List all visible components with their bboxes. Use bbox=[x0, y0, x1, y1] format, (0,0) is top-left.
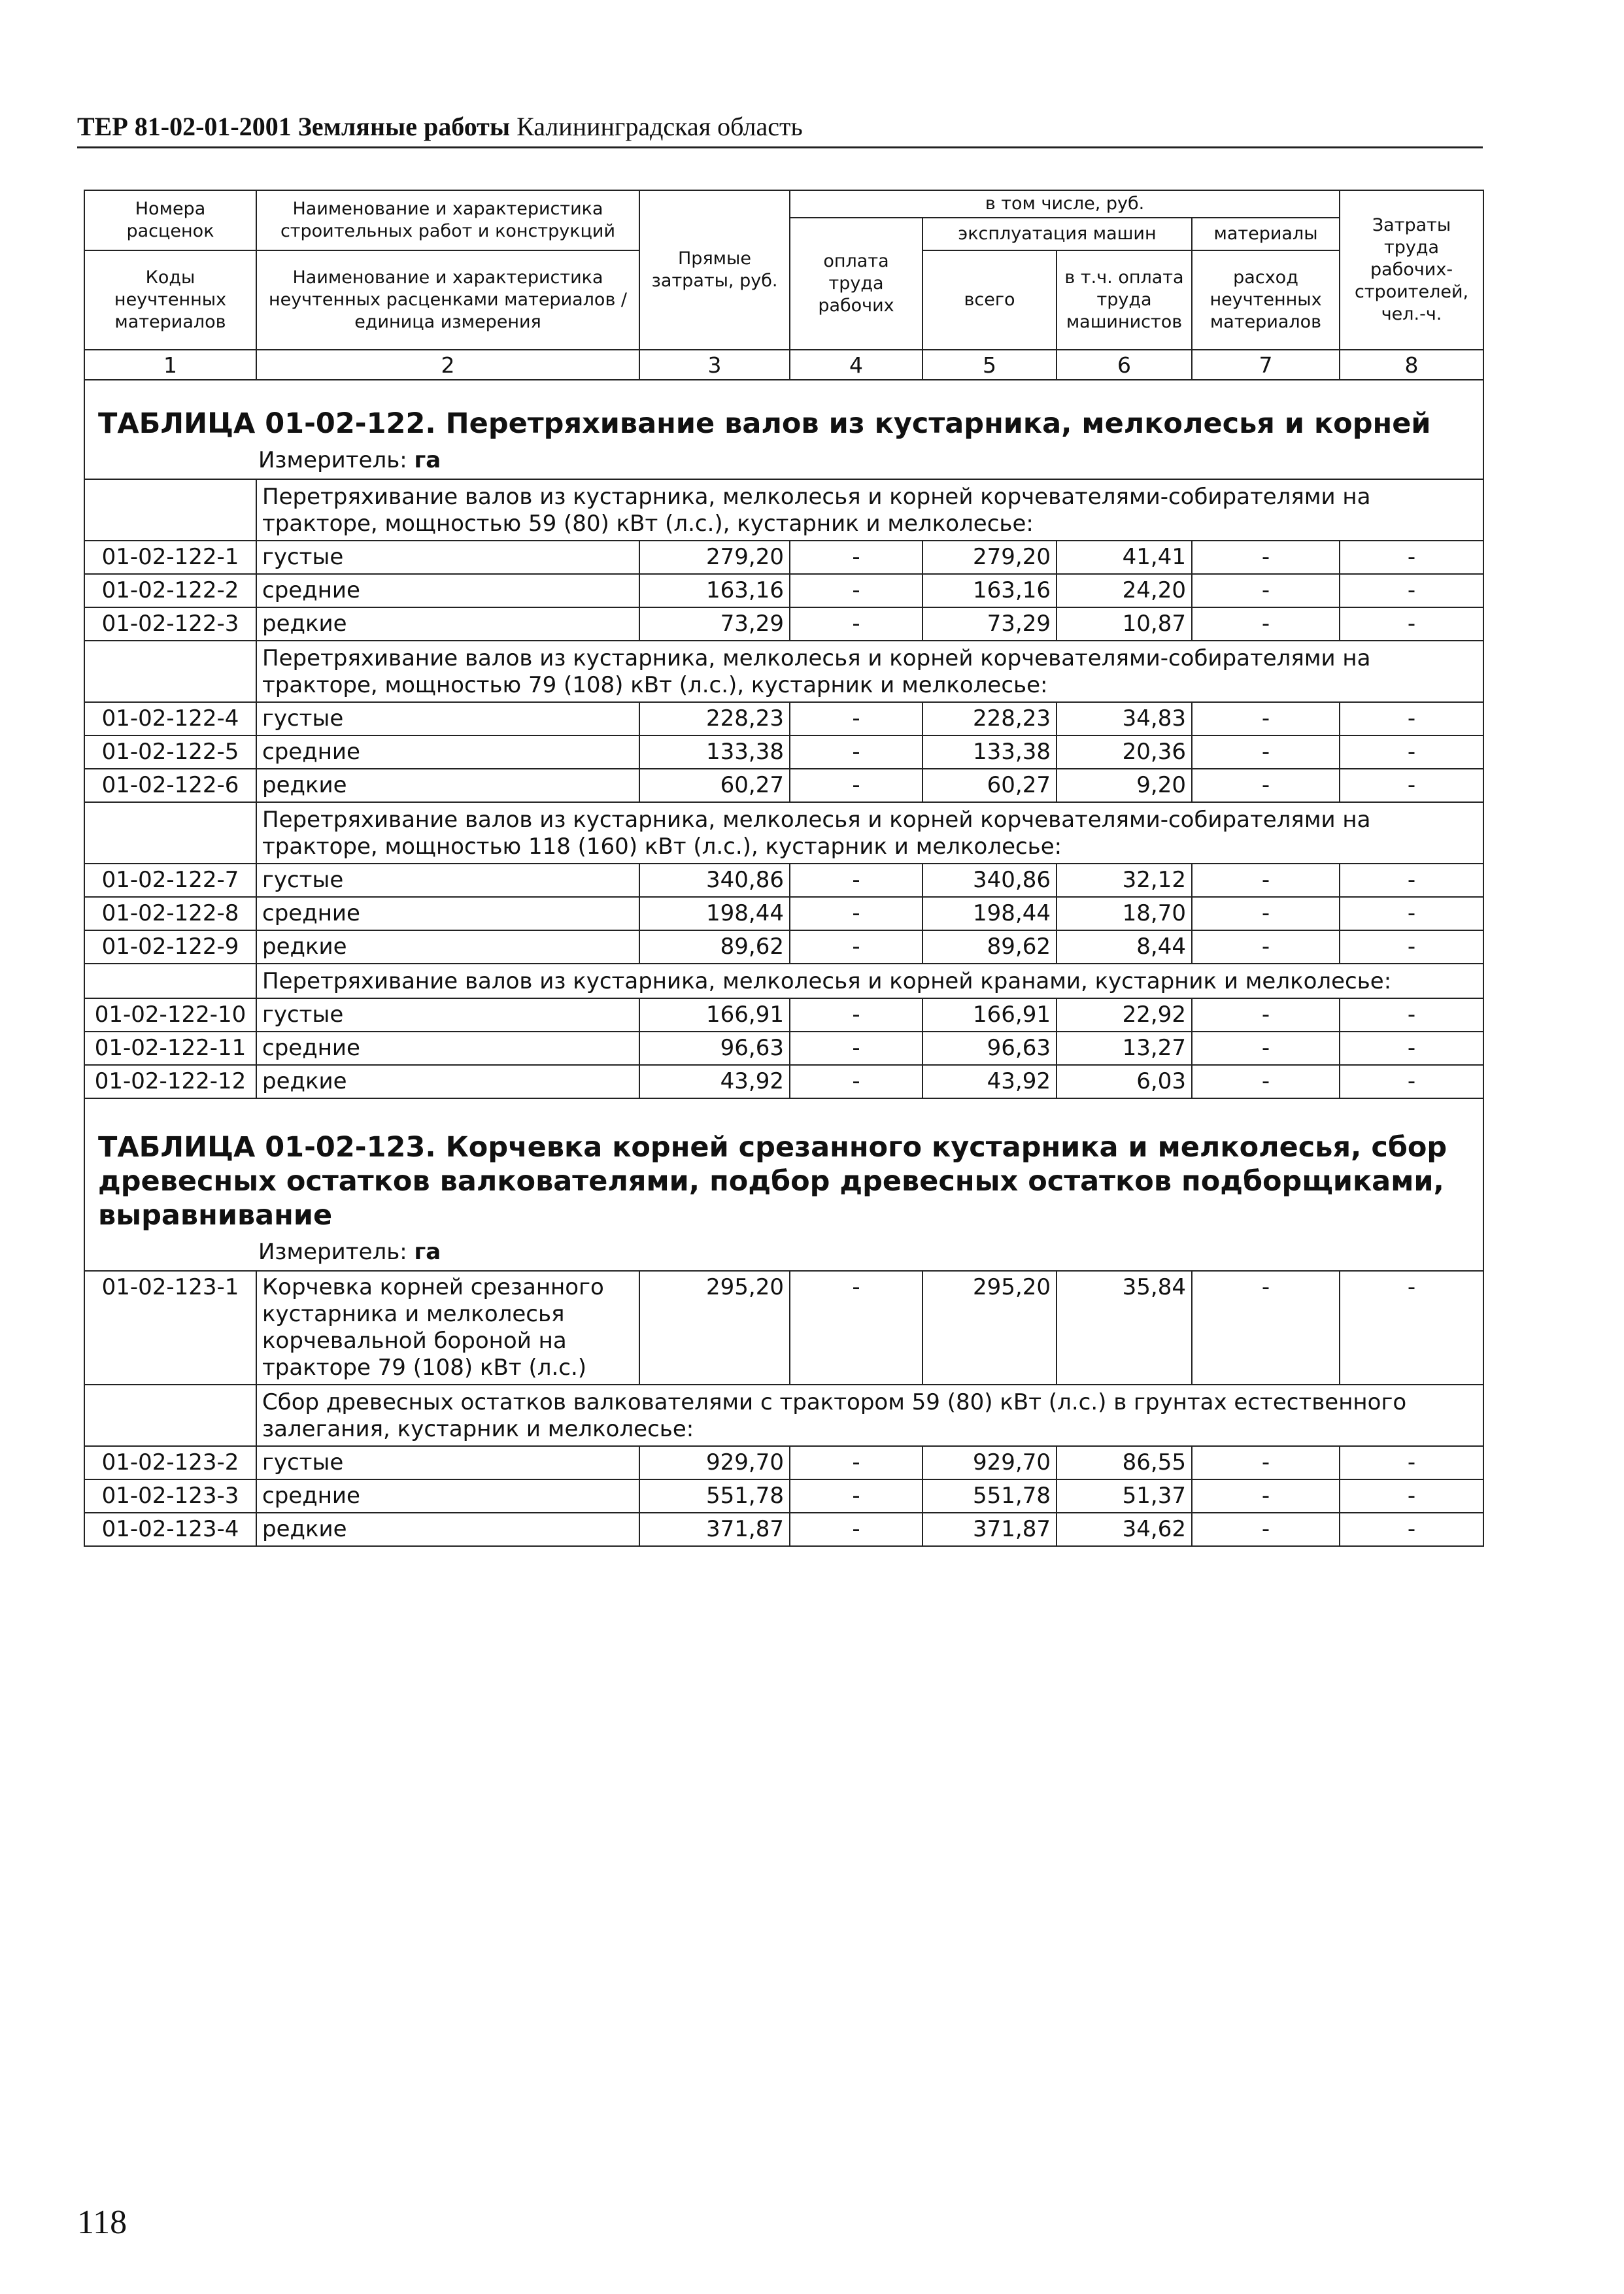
group-code-cell bbox=[84, 641, 256, 702]
direct-costs-value: 340,86 bbox=[639, 864, 790, 897]
unit-label: Измеритель: bbox=[258, 447, 407, 473]
doc-code: ТЕР 81-02-01-2001 Земляные работы bbox=[77, 112, 511, 141]
operator-pay-value: 20,36 bbox=[1057, 735, 1192, 769]
table-row bbox=[84, 1271, 1483, 1385]
machines-total-value: 163,16 bbox=[922, 574, 1057, 607]
direct-costs-value: 96,63 bbox=[639, 1032, 790, 1065]
table-row bbox=[84, 1479, 1483, 1513]
labor-hours-value: - bbox=[1340, 607, 1483, 641]
table-title-row bbox=[84, 380, 1483, 445]
labor-hours-value: - bbox=[1340, 998, 1483, 1032]
operator-pay-value: 10,87 bbox=[1057, 607, 1192, 641]
rate-code: 01-02-122-11 bbox=[84, 1032, 256, 1065]
rate-name: средние bbox=[256, 1479, 639, 1513]
machines-total-value: 89,62 bbox=[922, 930, 1057, 964]
machines-total-value: 279,20 bbox=[922, 541, 1057, 574]
header-operator-pay: в т.ч. оплата труда машинистов bbox=[1057, 250, 1192, 350]
worker-pay-value: - bbox=[790, 735, 922, 769]
column-number: 8 bbox=[1340, 350, 1483, 380]
header-material-names: Наименование и характеристика неучтенных расценками материалов / единица измерения bbox=[256, 250, 639, 350]
header-material-consumption: расход неучтенных материалов bbox=[1192, 250, 1340, 350]
group-description: Перетряхивание валов из кустарника, мелколесья и корней кранами, кустарник и мелколесье: bbox=[256, 964, 1483, 998]
table-row bbox=[84, 897, 1483, 930]
rate-name: густые bbox=[256, 998, 639, 1032]
group-description-row bbox=[84, 641, 1483, 702]
unit-line bbox=[84, 1236, 1483, 1271]
rate-name: редкие bbox=[256, 930, 639, 964]
column-number: 2 bbox=[256, 350, 639, 380]
region: Калининградская область bbox=[516, 112, 803, 141]
header-labor-hours: Затраты труда рабочих-строителей, чел.-ч. bbox=[1340, 190, 1483, 350]
machines-total-value: 295,20 bbox=[922, 1271, 1057, 1385]
worker-pay-value: - bbox=[790, 998, 922, 1032]
direct-costs-value: 279,20 bbox=[639, 541, 790, 574]
table-row bbox=[84, 1032, 1483, 1065]
direct-costs-value: 89,62 bbox=[639, 930, 790, 964]
worker-pay-value: - bbox=[790, 1065, 922, 1098]
running-header bbox=[77, 111, 1483, 148]
table-row bbox=[84, 702, 1483, 735]
rates-table bbox=[84, 190, 1484, 1547]
worker-pay-value: - bbox=[790, 541, 922, 574]
rate-code: 01-02-122-2 bbox=[84, 574, 256, 607]
unit-value: га bbox=[414, 1239, 441, 1265]
labor-hours-value: - bbox=[1340, 864, 1483, 897]
machines-total-value: 371,87 bbox=[922, 1513, 1057, 1546]
materials-value: - bbox=[1192, 998, 1340, 1032]
operator-pay-value: 9,20 bbox=[1057, 769, 1192, 802]
materials-value: - bbox=[1192, 1065, 1340, 1098]
group-code-cell bbox=[84, 964, 256, 998]
rate-name: средние bbox=[256, 1032, 639, 1065]
table-row bbox=[84, 735, 1483, 769]
rate-code: 01-02-122-12 bbox=[84, 1065, 256, 1098]
machines-total-value: 133,38 bbox=[922, 735, 1057, 769]
worker-pay-value: - bbox=[790, 897, 922, 930]
header-machines: эксплуатация машин bbox=[922, 218, 1192, 250]
column-number: 6 bbox=[1057, 350, 1192, 380]
group-code-cell bbox=[84, 1385, 256, 1446]
worker-pay-value: - bbox=[790, 574, 922, 607]
machines-total-value: 60,27 bbox=[922, 769, 1057, 802]
table-body bbox=[84, 380, 1483, 1546]
direct-costs-value: 166,91 bbox=[639, 998, 790, 1032]
labor-hours-value: - bbox=[1340, 735, 1483, 769]
worker-pay-value: - bbox=[790, 1446, 922, 1479]
materials-value: - bbox=[1192, 607, 1340, 641]
rate-code: 01-02-122-4 bbox=[84, 702, 256, 735]
column-numbers-row bbox=[84, 350, 1483, 380]
materials-value: - bbox=[1192, 1479, 1340, 1513]
direct-costs-value: 371,87 bbox=[639, 1513, 790, 1546]
operator-pay-value: 18,70 bbox=[1057, 897, 1192, 930]
table-title: ТАБЛИЦА 01-02-123. Корчевка корней срезанного кустарника и мелколесья, сбор древесных остатков валкователями, подбор древесных остатков подборщиками, выравнивание bbox=[84, 1098, 1483, 1236]
operator-pay-value: 13,27 bbox=[1057, 1032, 1192, 1065]
rate-code: 01-02-123-2 bbox=[84, 1446, 256, 1479]
column-number: 3 bbox=[639, 350, 790, 380]
rate-name: Корчевка корней срезанного кустарника и мелколесья корчевальной бороной на тракторе 79 (108) кВт (л.с.) bbox=[256, 1271, 639, 1385]
group-description-row bbox=[84, 479, 1483, 541]
column-number: 5 bbox=[922, 350, 1057, 380]
rate-code: 01-02-122-9 bbox=[84, 930, 256, 964]
materials-value: - bbox=[1192, 1032, 1340, 1065]
group-code-cell bbox=[84, 802, 256, 864]
table-header bbox=[84, 190, 1483, 380]
rate-name: густые bbox=[256, 702, 639, 735]
rate-name: густые bbox=[256, 1446, 639, 1479]
machines-total-value: 551,78 bbox=[922, 1479, 1057, 1513]
worker-pay-value: - bbox=[790, 1271, 922, 1385]
header-materials: материалы bbox=[1192, 218, 1340, 250]
worker-pay-value: - bbox=[790, 1032, 922, 1065]
labor-hours-value: - bbox=[1340, 541, 1483, 574]
machines-total-value: 340,86 bbox=[922, 864, 1057, 897]
group-description: Перетряхивание валов из кустарника, мелколесья и корней корчевателями-собирателями на тракторе, мощностью 59 (80) кВт (л.с.), кустарник и мелколесье: bbox=[256, 479, 1483, 541]
labor-hours-value: - bbox=[1340, 1271, 1483, 1385]
materials-value: - bbox=[1192, 735, 1340, 769]
labor-hours-value: - bbox=[1340, 930, 1483, 964]
direct-costs-value: 73,29 bbox=[639, 607, 790, 641]
worker-pay-value: - bbox=[790, 1513, 922, 1546]
table-row bbox=[84, 769, 1483, 802]
direct-costs-value: 551,78 bbox=[639, 1479, 790, 1513]
labor-hours-value: - bbox=[1340, 1446, 1483, 1479]
unit-value: га bbox=[414, 447, 441, 473]
rate-name: густые bbox=[256, 541, 639, 574]
rate-name: редкие bbox=[256, 769, 639, 802]
worker-pay-value: - bbox=[790, 930, 922, 964]
materials-value: - bbox=[1192, 702, 1340, 735]
labor-hours-value: - bbox=[1340, 1479, 1483, 1513]
labor-hours-value: - bbox=[1340, 1065, 1483, 1098]
operator-pay-value: 35,84 bbox=[1057, 1271, 1192, 1385]
column-number: 4 bbox=[790, 350, 922, 380]
machines-total-value: 96,63 bbox=[922, 1032, 1057, 1065]
rate-code: 01-02-122-7 bbox=[84, 864, 256, 897]
unit-line bbox=[84, 445, 1483, 479]
rate-name: средние bbox=[256, 735, 639, 769]
group-description-row bbox=[84, 802, 1483, 864]
operator-pay-value: 34,83 bbox=[1057, 702, 1192, 735]
rate-code: 01-02-122-3 bbox=[84, 607, 256, 641]
materials-value: - bbox=[1192, 864, 1340, 897]
rate-code: 01-02-122-5 bbox=[84, 735, 256, 769]
direct-costs-value: 133,38 bbox=[639, 735, 790, 769]
direct-costs-value: 295,20 bbox=[639, 1271, 790, 1385]
header-machines-total: всего bbox=[922, 250, 1057, 350]
rate-code: 01-02-122-6 bbox=[84, 769, 256, 802]
rate-code: 01-02-123-3 bbox=[84, 1479, 256, 1513]
worker-pay-value: - bbox=[790, 864, 922, 897]
rate-code: 01-02-122-8 bbox=[84, 897, 256, 930]
operator-pay-value: 22,92 bbox=[1057, 998, 1192, 1032]
materials-value: - bbox=[1192, 1271, 1340, 1385]
group-code-cell bbox=[84, 479, 256, 541]
machines-total-value: 166,91 bbox=[922, 998, 1057, 1032]
materials-value: - bbox=[1192, 541, 1340, 574]
unit-label: Измеритель: bbox=[258, 1239, 407, 1265]
worker-pay-value: - bbox=[790, 1479, 922, 1513]
materials-value: - bbox=[1192, 1446, 1340, 1479]
operator-pay-value: 32,12 bbox=[1057, 864, 1192, 897]
rate-code: 01-02-122-10 bbox=[84, 998, 256, 1032]
unit-row bbox=[84, 445, 1483, 479]
table-row bbox=[84, 1446, 1483, 1479]
materials-value: - bbox=[1192, 930, 1340, 964]
table-row bbox=[84, 574, 1483, 607]
group-description: Перетряхивание валов из кустарника, мелколесья и корней корчевателями-собирателями на тракторе, мощностью 118 (160) кВт (л.с.), кустарник и мелколесье: bbox=[256, 802, 1483, 864]
group-description-row bbox=[84, 1385, 1483, 1446]
rate-name: средние bbox=[256, 897, 639, 930]
direct-costs-value: 60,27 bbox=[639, 769, 790, 802]
labor-hours-value: - bbox=[1340, 769, 1483, 802]
materials-value: - bbox=[1192, 1513, 1340, 1546]
group-description-row bbox=[84, 964, 1483, 998]
header-material-codes: Коды неучтенных материалов bbox=[84, 250, 256, 350]
labor-hours-value: - bbox=[1340, 1513, 1483, 1546]
rate-name: редкие bbox=[256, 1065, 639, 1098]
table-row bbox=[84, 864, 1483, 897]
labor-hours-value: - bbox=[1340, 702, 1483, 735]
machines-total-value: 228,23 bbox=[922, 702, 1057, 735]
labor-hours-value: - bbox=[1340, 1032, 1483, 1065]
machines-total-value: 73,29 bbox=[922, 607, 1057, 641]
table-title-row bbox=[84, 1098, 1483, 1236]
materials-value: - bbox=[1192, 769, 1340, 802]
table-title: ТАБЛИЦА 01-02-122. Перетряхивание валов из кустарника, мелколесья и корней bbox=[84, 380, 1483, 445]
materials-value: - bbox=[1192, 897, 1340, 930]
direct-costs-value: 929,70 bbox=[639, 1446, 790, 1479]
rate-name: редкие bbox=[256, 607, 639, 641]
table-row bbox=[84, 1065, 1483, 1098]
operator-pay-value: 51,37 bbox=[1057, 1479, 1192, 1513]
group-description: Перетряхивание валов из кустарника, мелколесья и корней корчевателями-собирателями на тракторе, мощностью 79 (108) кВт (л.с.), кустарник и мелколесье: bbox=[256, 641, 1483, 702]
table-row bbox=[84, 541, 1483, 574]
worker-pay-value: - bbox=[790, 702, 922, 735]
direct-costs-value: 163,16 bbox=[639, 574, 790, 607]
machines-total-value: 198,44 bbox=[922, 897, 1057, 930]
direct-costs-value: 198,44 bbox=[639, 897, 790, 930]
table-row bbox=[84, 607, 1483, 641]
rate-name: средние bbox=[256, 574, 639, 607]
machines-total-value: 929,70 bbox=[922, 1446, 1057, 1479]
rate-code: 01-02-122-1 bbox=[84, 541, 256, 574]
operator-pay-value: 6,03 bbox=[1057, 1065, 1192, 1098]
table-row bbox=[84, 930, 1483, 964]
operator-pay-value: 24,20 bbox=[1057, 574, 1192, 607]
column-number: 1 bbox=[84, 350, 256, 380]
page-number: 118 bbox=[77, 2204, 127, 2241]
labor-hours-value: - bbox=[1340, 574, 1483, 607]
unit-row bbox=[84, 1236, 1483, 1271]
header-work-name: Наименование и характеристика строительных работ и конструкций bbox=[256, 190, 639, 250]
labor-hours-value: - bbox=[1340, 897, 1483, 930]
machines-total-value: 43,92 bbox=[922, 1065, 1057, 1098]
direct-costs-value: 43,92 bbox=[639, 1065, 790, 1098]
table-row bbox=[84, 998, 1483, 1032]
header-rate-numbers: Номера расценок bbox=[84, 190, 256, 250]
rate-code: 01-02-123-4 bbox=[84, 1513, 256, 1546]
worker-pay-value: - bbox=[790, 607, 922, 641]
operator-pay-value: 8,44 bbox=[1057, 930, 1192, 964]
operator-pay-value: 41,41 bbox=[1057, 541, 1192, 574]
header-incl: в том числе, руб. bbox=[790, 190, 1340, 218]
rate-code: 01-02-123-1 bbox=[84, 1271, 256, 1385]
header-worker-pay: оплата труда рабочих bbox=[790, 218, 922, 350]
materials-value: - bbox=[1192, 574, 1340, 607]
column-number: 7 bbox=[1192, 350, 1340, 380]
operator-pay-value: 86,55 bbox=[1057, 1446, 1192, 1479]
direct-costs-value: 228,23 bbox=[639, 702, 790, 735]
rate-name: редкие bbox=[256, 1513, 639, 1546]
operator-pay-value: 34,62 bbox=[1057, 1513, 1192, 1546]
worker-pay-value: - bbox=[790, 769, 922, 802]
header-direct-costs: Прямые затраты, руб. bbox=[639, 190, 790, 350]
group-description: Сбор древесных остатков валкователями с трактором 59 (80) кВт (л.с.) в грунтах естественного залегания, кустарник и мелколесье: bbox=[256, 1385, 1483, 1446]
rate-name: густые bbox=[256, 864, 639, 897]
table-row bbox=[84, 1513, 1483, 1546]
